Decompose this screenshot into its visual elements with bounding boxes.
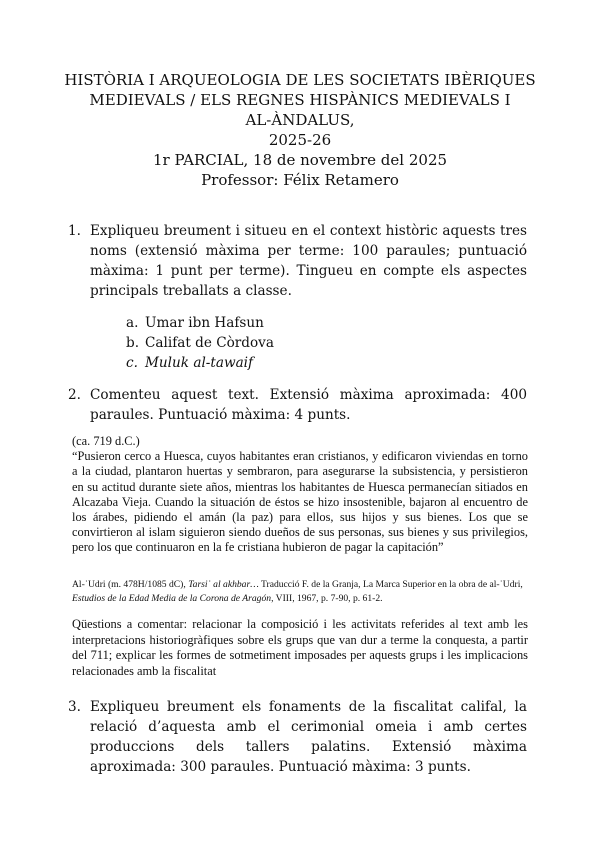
course-title-line-2: MEDIEVALS / ELS REGNES HISPÀNICS MEDIEVALS I <box>89 91 511 109</box>
question-3-text: Expliqueu breument els fonaments de la fiscalitat califal, la relació d’aquesta amb el cerimonial omeia i amb certes produccions dels tallers palatins. Extensió màxima aproximada: 300 paraules. Puntuació màxima: 3 punts. <box>90 699 527 775</box>
source-date: (ca. 719 d.C.) <box>72 434 140 448</box>
question-3 <box>68 697 527 777</box>
academic-year: 2025-26 <box>268 131 332 149</box>
exam-header <box>60 70 540 190</box>
professor-name: Professor: Félix Retamero <box>201 171 399 189</box>
question-2-number: 2. <box>68 387 81 403</box>
term-letter-c: c. <box>126 355 138 371</box>
citation-journal: Estudios de la Edad Media de la Corona de Aragón <box>72 593 272 604</box>
term-letter-a: a. <box>126 315 139 331</box>
source-quote-text: “Pusieron cerco a Huesca, cuyos habitantes eran cristianos, y edificaron viviendas en torno a la ciudad, plantaron huertas y sembraron, para asegurarse la subsistencia, y persistieron en su actitud durante siete años, mientras los habitantes de Huesca permanecían sitiados en Alcazaba Vieja. Cuando la situación de éstos se hizo insostenible, bajaron al encuentro de los árabes, pidiendo el amán (la paz) para ellos, sus hijos y sus bienes. Los que se convirtieron al islam siguieron siendo dueños de sus personas, sus bienes y sus privilegios, pero los que continuaron en la fe cristiana hubieron de pagar la capitación” <box>72 449 528 555</box>
question-2-text: Comenteu aquest text. Extensió màxima aproximada: 400 paraules. Puntuació màxima: 4 punts. <box>90 387 527 423</box>
questions-to-comment: Qüestions a comentar: relacionar la composició i les activitats referides al text amb les interpretacions historiogràfiques sobre els grups que van dur a terme la conquesta, a partir del 711; explicar les formes de sotmetiment imposades per aquests grups i les implicacions relacionades amb la fiscalitat <box>72 617 528 678</box>
term-label-b: Califat de Còrdova <box>145 335 274 351</box>
course-title-line-3: AL-ÀNDALUS, <box>245 111 355 129</box>
term-item-a <box>126 313 274 333</box>
exam-date: 1r PARCIAL, 18 de novembre del 2025 <box>152 151 448 169</box>
question-3-number: 3. <box>68 699 81 715</box>
term-item-c <box>126 353 274 373</box>
source-quote-block <box>72 434 528 556</box>
citation-translation: Traducció F. de la Granja, La Marca Superior en la obra de al-ʿUdri, <box>258 579 523 590</box>
question-1-number: 1. <box>68 223 81 239</box>
question-1-text: Expliqueu breument i situeu en el context històric aquests tres noms (extensió màxima per terme: 100 paraules; puntuació màxima: 1 punt per terme). Tingueu en compte els aspectes principals treballats a classe. <box>90 223 527 299</box>
citation-pages: , VIII, 1967, p. 7-90, p. 61-2. <box>271 593 383 604</box>
term-letter-b: b. <box>126 335 140 351</box>
source-citation <box>72 578 532 606</box>
term-label-c: Muluk al-tawaif <box>145 355 254 371</box>
question-1-terms-list <box>126 313 274 373</box>
citation-author: Al-ʿUdri (m. 478H/1085 dC), <box>72 579 189 590</box>
term-label-a: Umar ibn Hafsun <box>145 315 264 331</box>
course-title-line-1: HISTÒRIA I ARQUEOLOGIA DE LES SOCIETATS IBÈRIQUES <box>64 71 536 89</box>
term-item-b <box>126 333 274 353</box>
citation-work-title: Tarsiʿ al akhbar… <box>188 579 259 590</box>
question-1 <box>68 221 527 301</box>
question-2 <box>68 385 527 425</box>
